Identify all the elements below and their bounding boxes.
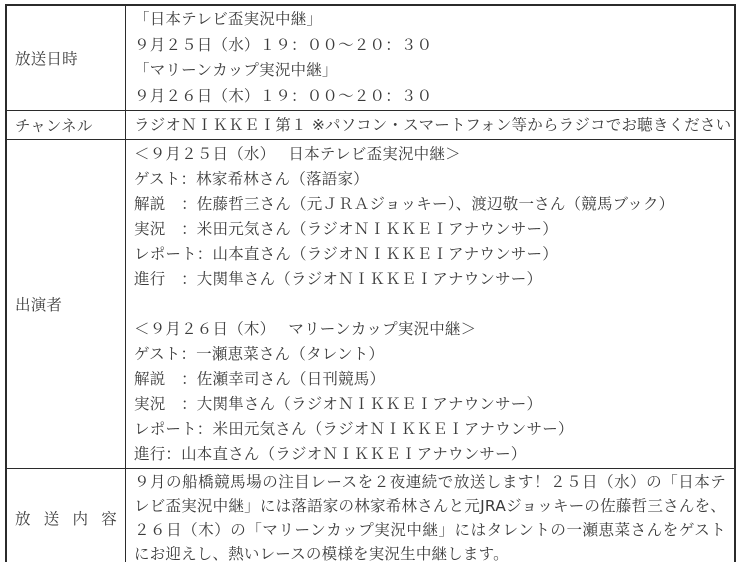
broadcast-info-table bbox=[5, 4, 736, 562]
day1-header: ＜９月２５日（水） 日本テレビ盃実況中継＞ bbox=[134, 144, 461, 163]
day2-commentary: 解説 ：佐瀬幸司さん（日刊競馬） bbox=[134, 369, 386, 388]
row-label-description bbox=[6, 469, 126, 562]
row-label-cast bbox=[6, 140, 126, 469]
cast-label: 出演者 bbox=[15, 296, 63, 314]
channel-info: ラジオＮＩＫＫＥＩ第１ ※パソコン・スマートフォン等からラジコでお聴きください bbox=[134, 116, 732, 134]
program2-datetime: ９月２６日（木）１９：００～２０：３０ bbox=[134, 86, 433, 105]
channel-content bbox=[126, 111, 736, 140]
row-description bbox=[6, 469, 735, 562]
description-content bbox=[126, 469, 736, 562]
broadcast-datetime-content bbox=[126, 5, 736, 111]
description-label: 放 送 内 容 bbox=[15, 510, 117, 528]
day1-guest: ゲスト：林家希林さん（落語家） bbox=[134, 169, 369, 188]
cast-spacer-line bbox=[134, 292, 726, 317]
day2-header: ＜９月２６日（木） マリーンカップ実況中継＞ bbox=[134, 319, 477, 338]
row-label-broadcast-datetime bbox=[6, 5, 126, 111]
cast-content bbox=[126, 140, 736, 469]
program2-title: 「マリーンカップ実況中継」 bbox=[134, 61, 338, 79]
day2-play-by-play: 実況 ：大関隼さん（ラジオＮＩＫＫＥＩアナウンサー） bbox=[134, 394, 543, 413]
row-broadcast-datetime bbox=[6, 5, 735, 111]
day2-host: 進行：山本直さん（ラジオＮＩＫＫＥＩアナウンサー） bbox=[134, 444, 527, 463]
description-text: ９月の船橋競馬場の注目レースを２夜連続で放送します！２５日（水）の「日本テレビ盃実況中継」には落語家の林家希林さんと元JRAジョッキーの佐藤哲三さんを、２６日（木）の「マリーンカップ実況中継」にはタレントの一瀬恵菜さんをゲストにお迎えし、熱いレースの模様を実況生中継します。 bbox=[134, 473, 726, 562]
day2-report: レポート：米田元気さん（ラジオＮＩＫＫＥＩアナウンサー） bbox=[134, 419, 574, 438]
program1-title: 「日本テレビ盃実況中継」 bbox=[134, 10, 323, 28]
program1-datetime: ９月２５日（水）１９：００～２０：３０ bbox=[134, 35, 433, 54]
row-channel bbox=[6, 111, 735, 140]
row-label-channel bbox=[6, 111, 126, 140]
channel-label: チャンネル bbox=[15, 117, 93, 135]
day2-guest: ゲスト：一瀬恵菜さん（タレント） bbox=[134, 344, 385, 363]
broadcast-datetime-label: 放送日時 bbox=[15, 50, 78, 68]
day1-play-by-play: 実況 ：米田元気さん（ラジオＮＩＫＫＥＩアナウンサー） bbox=[134, 219, 558, 238]
day1-host: 進行 ：大関隼さん（ラジオＮＩＫＫＥＩアナウンサー） bbox=[134, 269, 543, 288]
row-cast bbox=[6, 140, 735, 469]
day1-commentary: 解説 ：佐藤哲三さん（元ＪＲＡジョッキー）、渡辺敬一さん（競馬ブック） bbox=[134, 194, 675, 213]
day1-report: レポート：山本直さん（ラジオＮＩＫＫＥＩアナウンサー） bbox=[134, 244, 558, 263]
